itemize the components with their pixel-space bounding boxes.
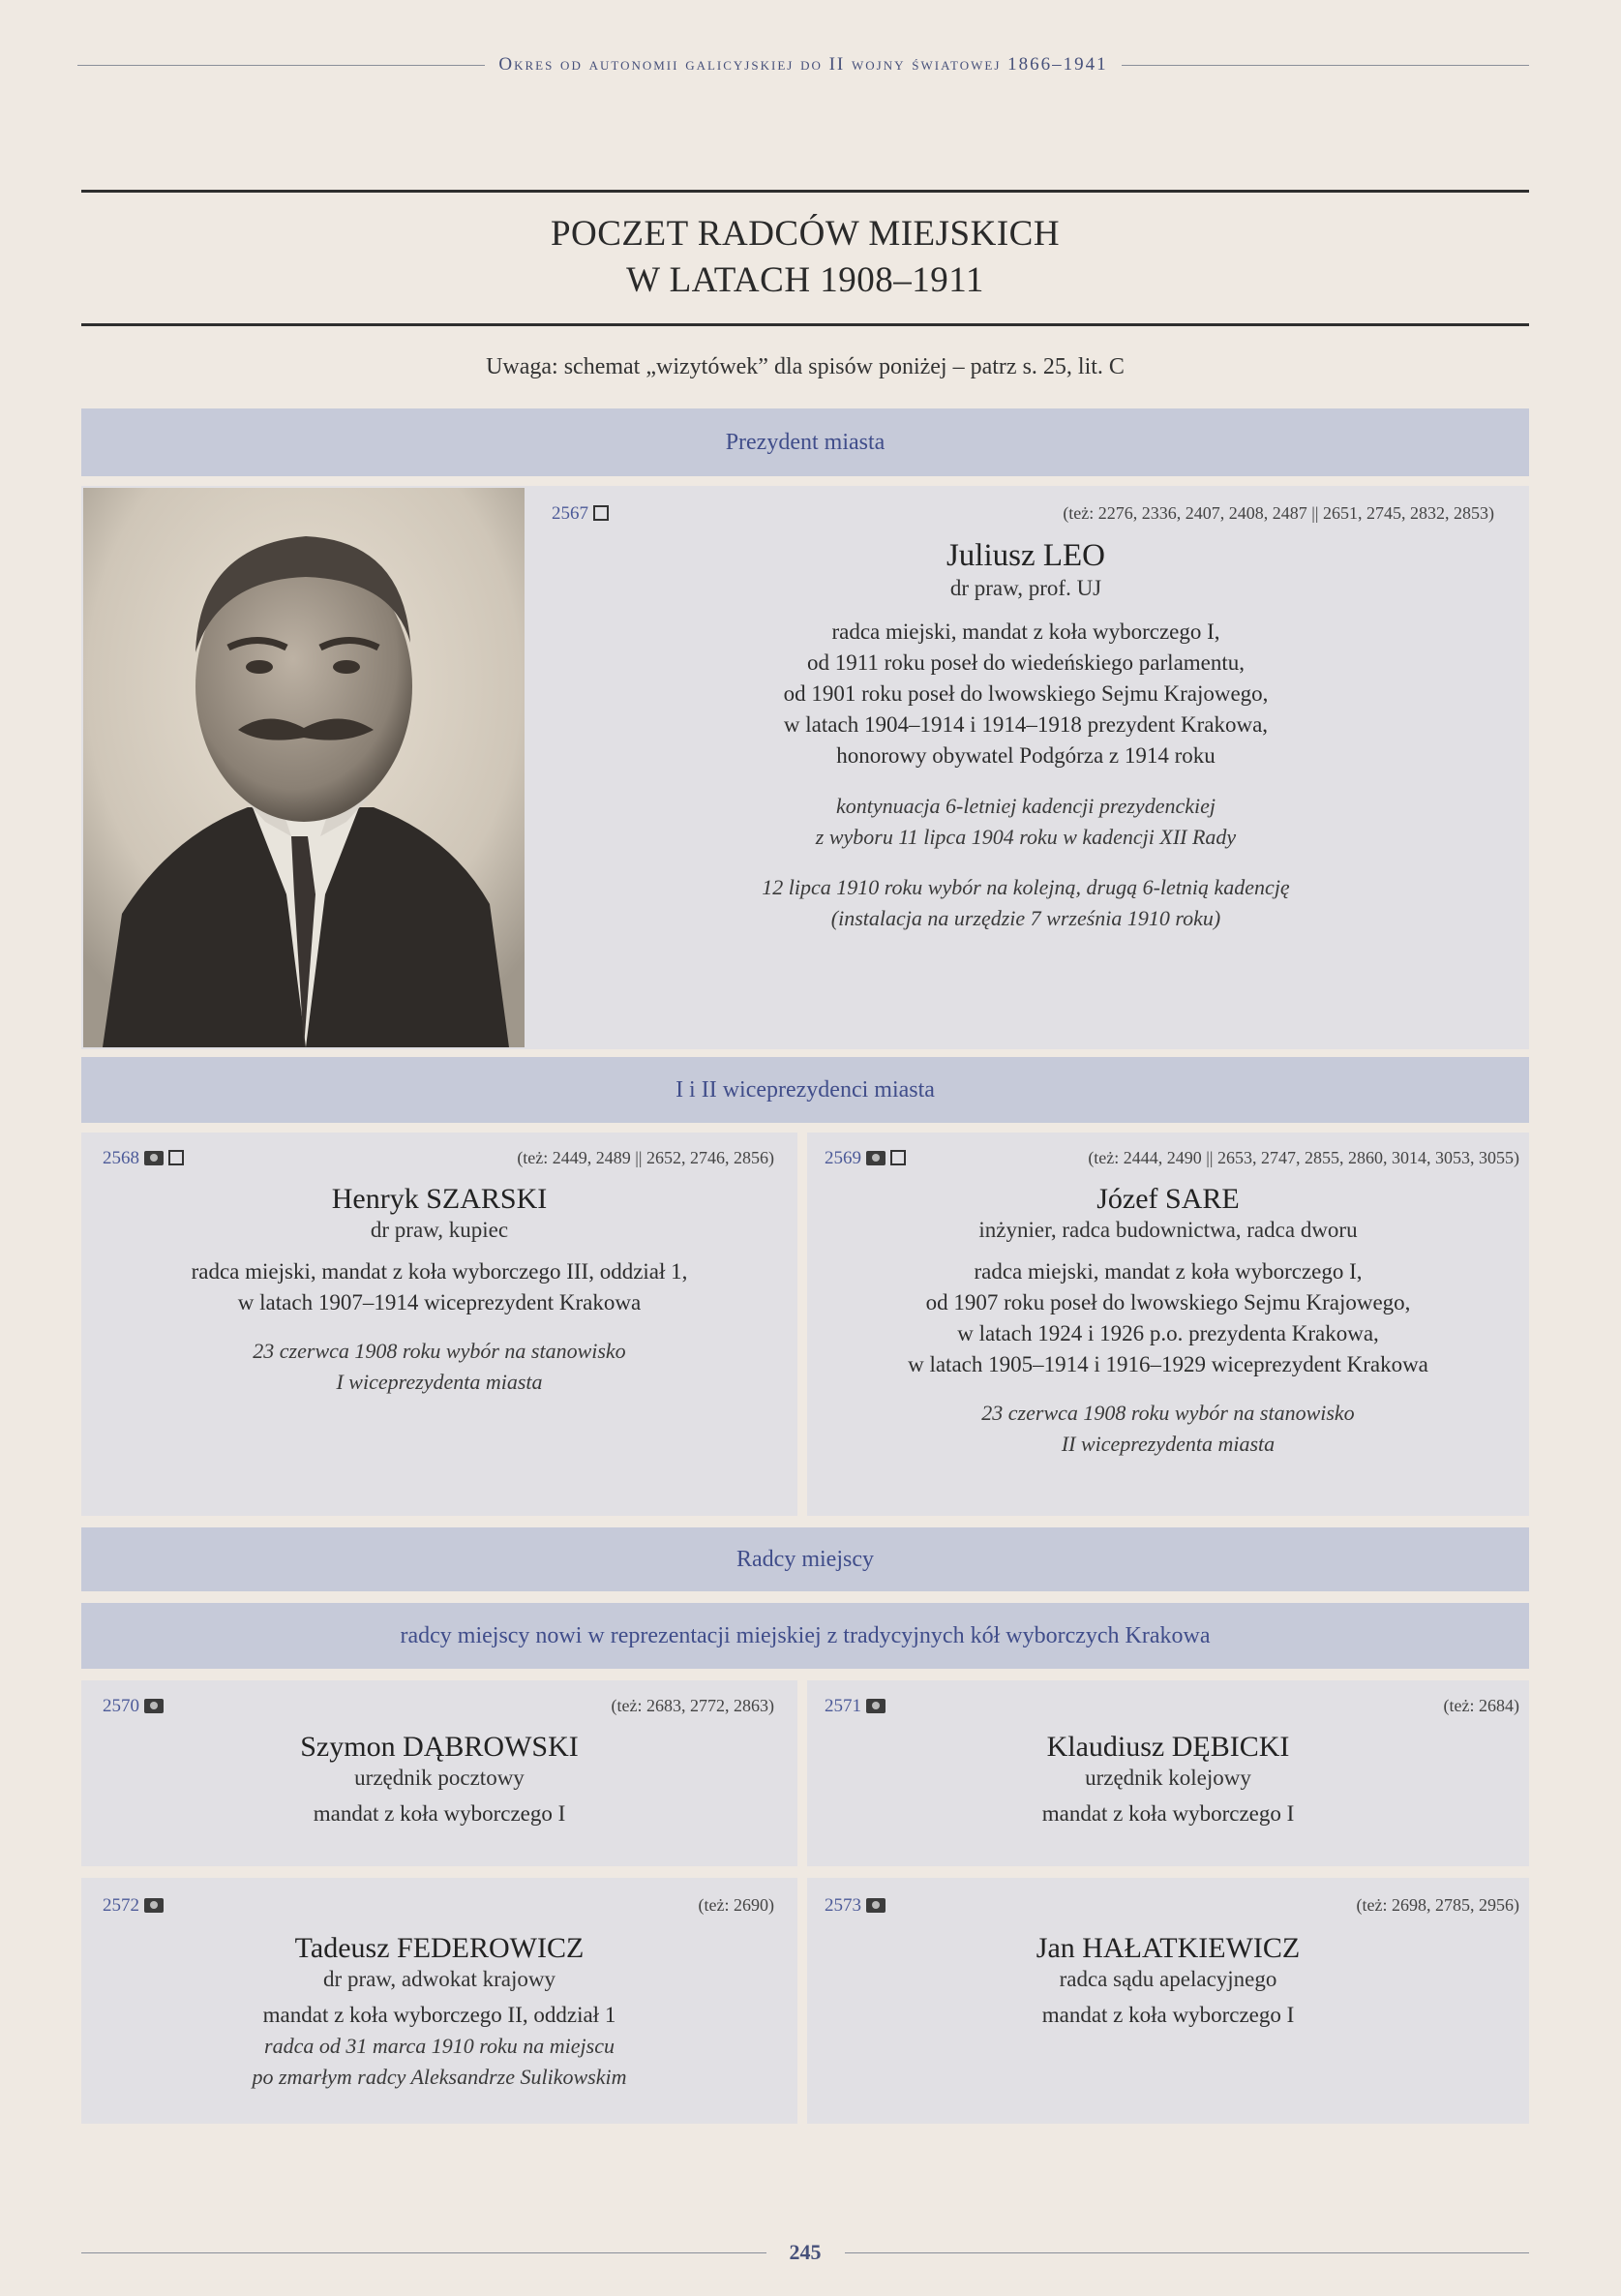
- note: Uwaga: schemat „wizytówek” dla spisów poniżej – patrz s. 25, lit. C: [486, 354, 1125, 379]
- also-references: (też: 2276, 2336, 2407, 2408, 2487 || 2651, 2745, 2832, 2853): [1063, 503, 1494, 523]
- footer-rule-left: [81, 2252, 766, 2253]
- election-note-line: II wiceprezydenta miasta: [1061, 1432, 1276, 1456]
- person-name: Klaudiusz DĘBICKI: [1046, 1731, 1290, 1763]
- person-name: Henryk SZARSKI: [331, 1183, 548, 1215]
- page-number: 245: [789, 2240, 822, 2264]
- camera-icon: [144, 1151, 164, 1165]
- section-band-vice: [81, 1057, 1529, 1123]
- election-note: [81, 1336, 797, 1398]
- detail-line: mandat z koła wyborczego II, oddział 1: [262, 2003, 616, 2027]
- election-note-line: 12 lipca 1910 roku wybór na kolejną, drugą 6-letnią kadencję: [762, 875, 1290, 899]
- person-name: Jan HAŁATKIEWICZ: [1036, 1932, 1301, 1964]
- also-references: (też: 2683, 2772, 2863): [611, 1696, 774, 1715]
- councillor-info: [81, 1932, 797, 2093]
- section-label-vice: I i II wiceprezydenci miasta: [675, 1076, 935, 1103]
- person-details: [81, 1256, 797, 1318]
- detail-line: w latach 1907–1914 wiceprezydent Krakowa: [237, 1290, 642, 1314]
- camera-icon: [144, 1699, 164, 1713]
- replacement-note-line: po zmarłym radcy Aleksandrze Sulikowskim: [252, 2065, 627, 2089]
- detail-line: honorowy obywatel Podgórza z 1914 roku: [836, 743, 1216, 768]
- person-title: dr praw, adwokat krajowy: [323, 1967, 555, 1991]
- entry-number: 2568: [103, 1148, 139, 1168]
- section-label-councillors: Radcy miejscy: [736, 1546, 874, 1572]
- councillor-info: [81, 1731, 797, 1829]
- portrait-image: [83, 488, 525, 1047]
- president-info: [542, 538, 1510, 934]
- portrait-photo: [83, 488, 525, 1047]
- person-title: inżynier, radca budownictwa, radca dworu: [978, 1218, 1358, 1242]
- person-title: urzędnik pocztowy: [354, 1766, 525, 1790]
- councillor-card-head: [103, 1895, 780, 1920]
- entry-number: 2569: [825, 1148, 861, 1168]
- vice-card-1-head: [103, 1148, 780, 1173]
- detail-line: mandat z koła wyborczego I: [313, 1801, 566, 1826]
- councillor-card-head: [103, 1696, 780, 1721]
- person-details: [807, 1256, 1529, 1380]
- president-card-head: [552, 503, 1512, 529]
- running-head: [77, 50, 1529, 79]
- person-name: Szymon DĄBROWSKI: [300, 1731, 579, 1763]
- detail-line: od 1911 roku poseł do wiedeńskiego parlamentu,: [806, 650, 1246, 675]
- section-band-new-councillors: [81, 1603, 1529, 1669]
- page-title: [81, 211, 1529, 304]
- also-references: (też: 2449, 2489 || 2652, 2746, 2856): [517, 1148, 774, 1167]
- vice-card-2: [807, 1133, 1529, 1516]
- person-title: urzędnik kolejowy: [1085, 1766, 1251, 1790]
- title-rule-top: [81, 190, 1529, 193]
- checkbox-square-icon: [168, 1150, 184, 1165]
- detail-line: od 1907 roku poseł do lwowskiego Sejmu Krajowego,: [925, 1290, 1411, 1314]
- also-references: (też: 2684): [1443, 1696, 1519, 1715]
- person-title: dr praw, kupiec: [370, 1218, 509, 1242]
- detail-line: mandat z koła wyborczego I: [1041, 2003, 1295, 2027]
- replacement-note: [81, 2031, 797, 2093]
- detail-line: radca miejski, mandat z koła wyborczego I,: [831, 619, 1220, 644]
- camera-icon: [866, 1699, 886, 1713]
- camera-icon: [144, 1898, 164, 1913]
- entry-number: 2572: [103, 1895, 139, 1916]
- section-label-president: Prezydent miasta: [725, 429, 886, 455]
- election-note: [807, 1398, 1529, 1460]
- detail-line: w latach 1924 i 1926 p.o. prezydenta Krakowa,: [957, 1321, 1379, 1345]
- page-title-line2: W LATACH 1908–1911: [626, 260, 984, 300]
- running-head-text: Okres od autonomii galicyjskiej do II wojny światowej 1866–1941: [498, 54, 1108, 75]
- entry-number: 2573: [825, 1895, 861, 1916]
- person-name: Juliusz LEO: [946, 538, 1106, 573]
- term-note: [542, 791, 1510, 853]
- running-head-rule-left: [77, 65, 485, 66]
- vice-card-1: [81, 1133, 797, 1516]
- also-references: (też: 2690): [698, 1895, 774, 1915]
- person-title: dr praw, prof. UJ: [949, 576, 1102, 600]
- footer-rule-right: [845, 2252, 1530, 2253]
- running-head-rule-right: [1122, 65, 1529, 66]
- election-note-line: I wiceprezydenta miasta: [336, 1370, 543, 1394]
- also-references: (też: 2698, 2785, 2956): [1356, 1895, 1519, 1915]
- election-note-line: 23 czerwca 1908 roku wybór na stanowisko: [981, 1401, 1355, 1425]
- entry-number: 2567: [552, 503, 588, 524]
- checkbox-square-icon: [890, 1150, 906, 1165]
- page-footer: [81, 2238, 1529, 2267]
- camera-icon: [866, 1151, 886, 1165]
- vice-card-2-info: [807, 1183, 1529, 1460]
- councillor-card-2572: [81, 1878, 797, 2124]
- detail-line: w latach 1904–1914 i 1914–1918 prezydent Krakowa,: [783, 712, 1269, 737]
- title-rule-bottom: [81, 323, 1529, 326]
- person-name: Józef SARE: [1096, 1183, 1240, 1215]
- page-title-line1: POCZET RADCÓW MIEJSKICH: [550, 214, 1061, 254]
- detail-line: mandat z koła wyborczego I: [1041, 1801, 1295, 1826]
- detail-line: od 1901 roku poseł do lwowskiego Sejmu Krajowego,: [783, 681, 1269, 706]
- person-title: radca sądu apelacyjnego: [1059, 1967, 1277, 1991]
- detail-line: radca miejski, mandat z koła wyborczego III, oddział 1,: [191, 1259, 688, 1284]
- councillor-card-2571: [807, 1680, 1529, 1866]
- councillor-info: [807, 1731, 1529, 1829]
- term-note-line: z wyboru 11 lipca 1904 roku w kadencji XII Rady: [815, 825, 1237, 849]
- term-note-line: kontynuacja 6-letniej kadencji prezydenckiej: [836, 794, 1216, 818]
- election-note-line: 23 czerwca 1908 roku wybór na stanowisko: [253, 1339, 626, 1363]
- election-note-line: (instalacja na urzędzie 7 września 1910 roku): [830, 906, 1221, 930]
- entry-number: 2570: [103, 1696, 139, 1716]
- section-band-president: [81, 408, 1529, 476]
- section-label-new-councillors: radcy miejscy nowi w reprezentacji miejskiej z tradycyjnych kół wyborczych Krakowa: [400, 1622, 1211, 1648]
- councillor-card-2573: [807, 1878, 1529, 2124]
- vice-card-1-info: [81, 1183, 797, 1398]
- entry-number: 2571: [825, 1696, 861, 1716]
- also-references: (też: 2444, 2490 || 2653, 2747, 2855, 2860, 3014, 3053, 3055): [1088, 1148, 1519, 1167]
- councillor-card-head: [825, 1895, 1519, 1920]
- vice-card-2-head: [825, 1148, 1519, 1173]
- councillor-card-2570: [81, 1680, 797, 1866]
- election-note: [542, 872, 1510, 934]
- checkbox-square-icon: [593, 505, 609, 521]
- councillor-info: [807, 1932, 1529, 2031]
- person-name: Tadeusz FEDEROWICZ: [294, 1932, 585, 1964]
- councillor-card-head: [825, 1696, 1519, 1721]
- person-details: [542, 617, 1510, 771]
- section-band-councillors: [81, 1527, 1529, 1591]
- detail-line: radca miejski, mandat z koła wyborczego I,: [974, 1259, 1363, 1284]
- camera-icon: [866, 1898, 886, 1913]
- replacement-note-line: radca od 31 marca 1910 roku na miejscu: [264, 2034, 615, 2058]
- detail-line: w latach 1905–1914 i 1916–1929 wiceprezydent Krakowa: [908, 1352, 1428, 1376]
